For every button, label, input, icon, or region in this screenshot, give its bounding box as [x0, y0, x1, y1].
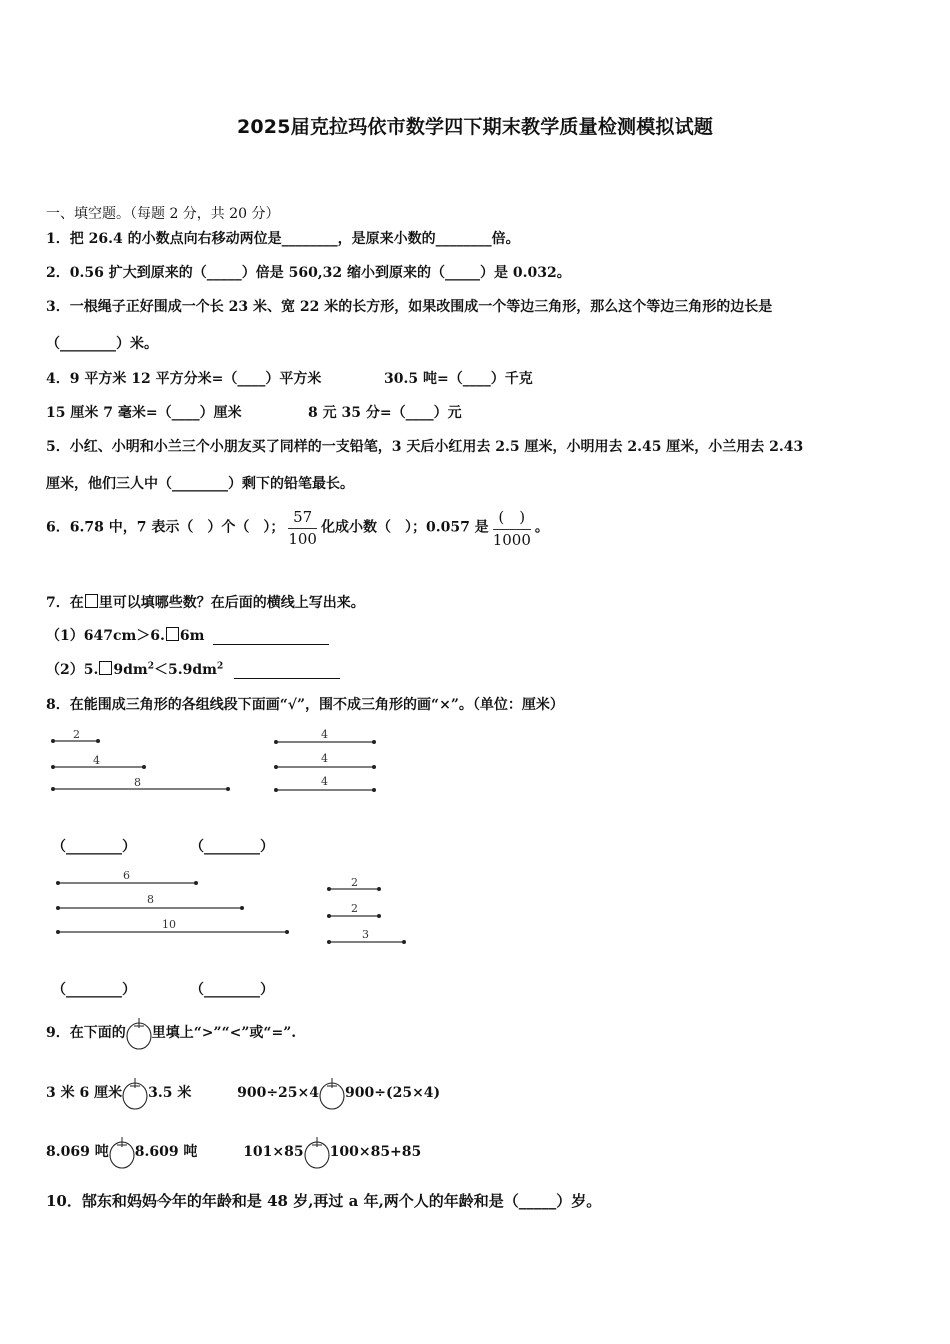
question-1: 1．把 26.4 的小数点向右移动两位是________，是原来小数的________倍。	[46, 231, 520, 247]
compare-right-2: 900÷(25×4)	[345, 1085, 441, 1101]
segment-label: 4	[93, 754, 100, 767]
question-7-text-2: 里可以填哪些数？在后面的横线上写出来。	[98, 595, 365, 611]
question-5-cont: 厘米，他们三人中（________）剩下的铅笔最长。	[46, 476, 354, 492]
segment-label: 6	[123, 869, 130, 882]
answer-circle-icon[interactable]	[304, 1135, 330, 1169]
sub-2-text-1: （2）5.	[46, 662, 99, 678]
question-4-part-3: 15 厘米 7 毫米=（____）厘米	[46, 405, 242, 421]
question-9	[46, 1016, 296, 1050]
question-7	[46, 592, 365, 612]
question-9-text-2: 里填上“>”“<”或“=”.	[151, 1025, 297, 1041]
sub-2-text-3: ＜5.9dm	[153, 662, 217, 678]
question-6-text-3: 。	[534, 519, 549, 536]
question-3-cont: （________）米。	[46, 336, 158, 352]
question-10: 10．郜东和妈妈今年的年龄和是 48 岁,再过 a 年,两个人的年龄和是（_____）岁。	[46, 1192, 602, 1210]
question-4-part-4: 8 元 35 分=（____）元	[308, 405, 462, 421]
answer-line	[213, 644, 329, 645]
segment-group-d	[322, 872, 414, 948]
segment-label: 4	[321, 752, 328, 765]
question-3: 3．一根绳子正好围成一个长 23 米、宽 22 米的长方形，如果改围成一个等边三角形，那么这个等边三角形的边长是	[46, 299, 773, 315]
fraction-57-100	[288, 508, 317, 548]
segment-label: 3	[362, 928, 369, 941]
compare-right-1: 3.5 米	[148, 1085, 192, 1101]
question-2: 2．0.56 扩大到原来的（_____）倍是 560,32 缩小到原来的（_____）是 0.032。	[46, 265, 571, 281]
question-6-text-2: 化成小数（ ）；0.057 是	[320, 519, 489, 536]
question-6	[46, 506, 549, 549]
question-7-sub-2	[46, 659, 340, 679]
sub-2-text-2: 9dm	[113, 662, 148, 678]
answer-circle-icon[interactable]	[122, 1076, 148, 1110]
question-4-part-1: 4．9 平方米 12 平方分米=（____）平方米	[46, 371, 322, 387]
fraction-blank-1000	[493, 506, 531, 549]
segment-label: 2	[73, 728, 80, 741]
answer-blank-a[interactable]: （________）	[52, 839, 136, 855]
section-heading: 一、填空题。（每题 2 分，共 20 分）	[46, 206, 280, 222]
segment-group-a	[46, 726, 246, 798]
segment-group-c	[50, 866, 300, 940]
answer-circle-icon	[126, 1016, 152, 1050]
answer-blank-d[interactable]: （________）	[190, 982, 274, 998]
segment-label: 2	[351, 902, 358, 915]
empty-box-icon	[166, 627, 179, 641]
answer-blank-c[interactable]: （________）	[52, 982, 136, 998]
question-8: 8．在能围成三角形的各组线段下面画“√”，围不成三角形的画“×”。（单位：厘米）	[46, 697, 564, 713]
fraction-numerator: 57	[293, 507, 313, 526]
question-5: 5．小红、小明和小兰三个小朋友买了同样的一支铅笔，3 天后小红用去 2.5 厘米，小明用去 2.45 厘米，小兰用去 2.43	[46, 439, 804, 455]
sub-1-text-2: 6m	[179, 628, 205, 644]
question-6-text-1: 6．6.78 中，7 表示（ ）个（ ）；	[46, 519, 285, 536]
compare-left-1: 3 米 6 厘米	[46, 1085, 123, 1101]
compare-right-4: 100×85+85	[329, 1144, 422, 1160]
fraction-denominator: 100	[288, 529, 317, 548]
fraction-numerator: ( )	[498, 508, 526, 526]
question-9-text-1: 9．在下面的	[46, 1025, 126, 1041]
question-9-row-1	[46, 1076, 440, 1110]
page-title: 2025届克拉玛依市数学四下期末教学质量检测模拟试题	[236, 116, 714, 138]
empty-box-icon	[99, 661, 112, 675]
answer-circle-icon[interactable]	[109, 1135, 135, 1169]
segment-label: 10	[162, 918, 176, 931]
fraction-denominator: 1000	[492, 531, 531, 549]
compare-left-3: 8.069 吨	[46, 1144, 109, 1160]
answer-circle-icon[interactable]	[319, 1076, 345, 1110]
compare-left-2: 900÷25×4	[237, 1085, 320, 1101]
superscript: 2	[147, 661, 154, 672]
compare-left-4: 101×85	[243, 1144, 304, 1160]
segment-group-b	[268, 726, 388, 798]
question-4-part-2: 30.5 吨=（____）千克	[384, 371, 533, 387]
empty-box-icon	[85, 594, 98, 608]
sub-1-text-1: （1）647cm＞6.	[46, 628, 165, 644]
compare-right-3: 8.609 吨	[134, 1144, 198, 1160]
segment-label: 8	[134, 776, 141, 789]
answer-blank-b[interactable]: （________）	[190, 839, 274, 855]
answer-line	[234, 678, 340, 679]
segment-label: 4	[321, 728, 328, 741]
question-7-sub-1	[46, 625, 329, 645]
superscript: 2	[216, 661, 224, 672]
question-7-text-1: 7．在	[46, 595, 84, 611]
question-9-row-2	[46, 1135, 421, 1169]
segment-label: 8	[147, 893, 154, 906]
segment-label: 2	[351, 876, 358, 889]
segment-label: 4	[321, 775, 328, 788]
